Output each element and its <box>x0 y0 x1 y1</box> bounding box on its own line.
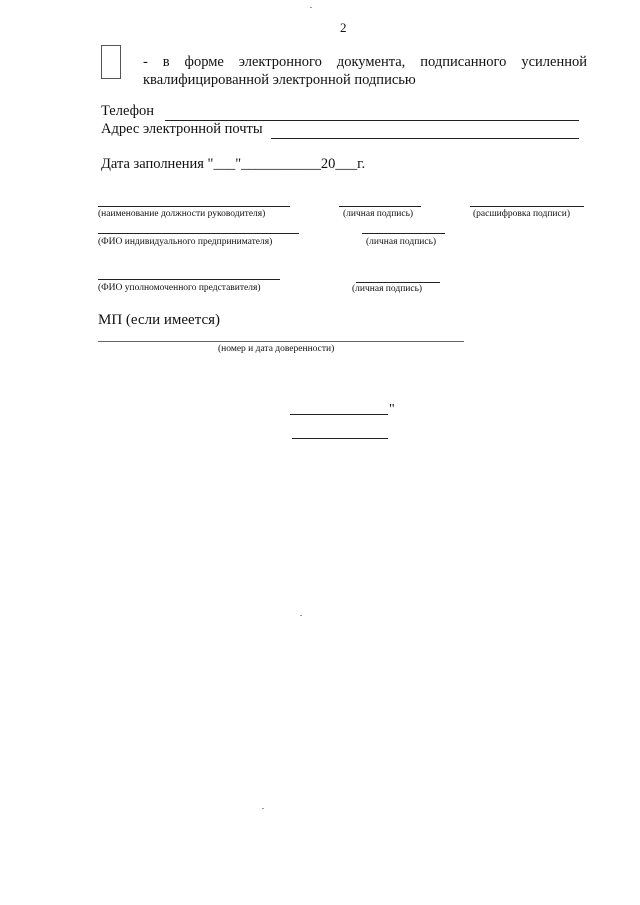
power-of-attorney-line[interactable] <box>98 341 464 342</box>
head-position-line[interactable] <box>98 206 290 207</box>
entrepreneur-name-caption: (ФИО индивидуального предпринимателя) <box>98 237 273 247</box>
closing-line-1 <box>290 414 388 415</box>
scan-speck <box>262 808 264 809</box>
electronic-document-checkbox[interactable] <box>101 45 121 79</box>
personal-signature-caption-2: (личная подпись) <box>366 237 437 247</box>
signature-line-2[interactable] <box>362 233 445 234</box>
email-label: Адрес электронной почты <box>101 121 263 137</box>
signature-line-3[interactable] <box>356 282 440 283</box>
personal-signature-caption-1: (личная подпись) <box>343 209 414 219</box>
head-position-caption: (наименование должности руководителя) <box>98 209 266 219</box>
scan-speck <box>300 615 302 616</box>
power-of-attorney-caption: (номер и дата доверенности) <box>218 344 335 354</box>
seal-label: МП (если имеется) <box>98 312 220 328</box>
signature-transcript-caption: (расшифровка подписи) <box>473 209 570 219</box>
fill-date-field[interactable]: Дата заполнения "___"___________20___г. <box>101 156 366 172</box>
signature-transcript-line[interactable] <box>470 206 584 207</box>
representative-name-line[interactable] <box>98 279 280 280</box>
electronic-document-option-line1: - в форме электронного документа, подписанного усиленной <box>143 54 587 70</box>
page-number: 2 <box>340 20 347 35</box>
electronic-document-option-line2: квалифицированной электронной подписью <box>143 72 416 88</box>
representative-name-caption: (ФИО уполномоченного представителя) <box>98 283 261 293</box>
phone-label: Телефон <box>101 103 154 119</box>
entrepreneur-name-line[interactable] <box>98 233 299 234</box>
email-field[interactable] <box>271 138 579 139</box>
closing-line-2 <box>292 438 388 439</box>
personal-signature-caption-3: (личная подпись) <box>352 284 423 294</box>
scan-speck <box>310 7 312 8</box>
signature-line-1[interactable] <box>339 206 421 207</box>
closing-quote-mark: " <box>389 402 395 417</box>
